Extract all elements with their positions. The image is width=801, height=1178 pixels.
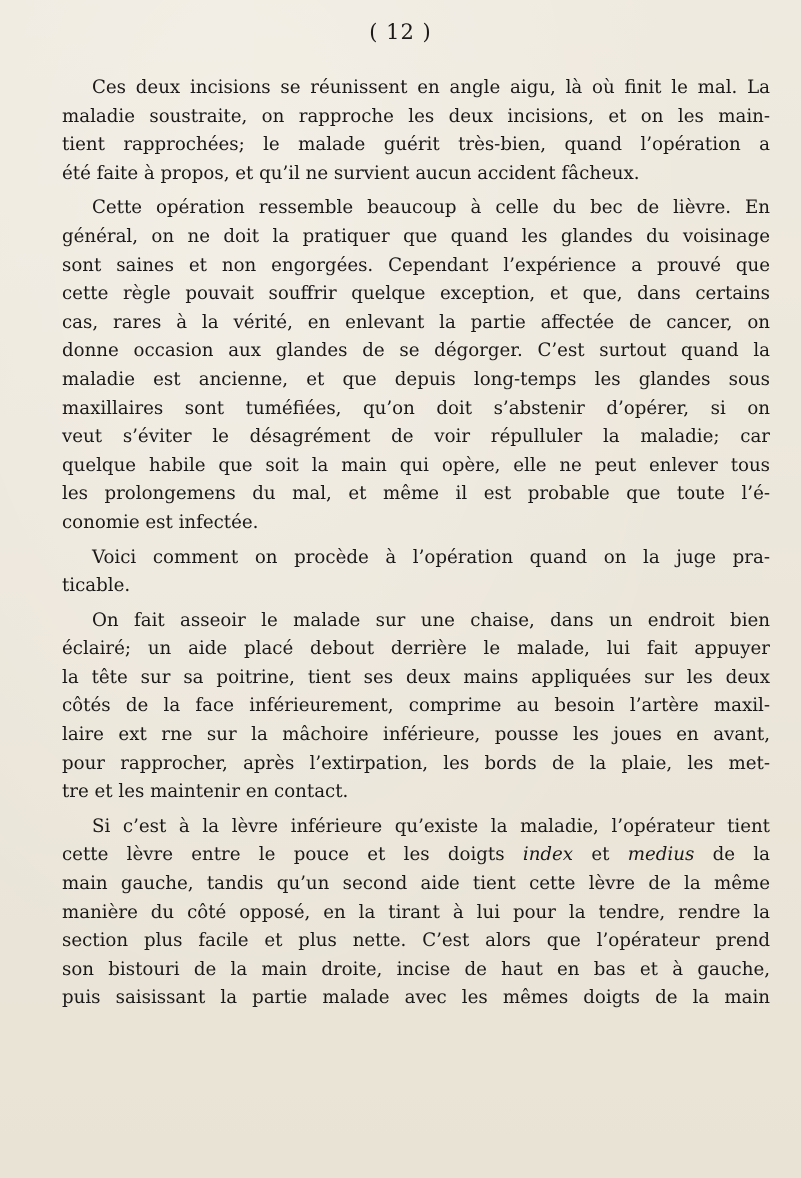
- body-text: [62, 74, 770, 1019]
- text-line: conomie est infectée.: [62, 511, 259, 533]
- text-line: cas, rares à la vérité, en enlevant la partie affectée de cancer, on: [62, 311, 770, 333]
- text-line: tient rapprochées; le malade guérit très-bien, quand l’opération a: [62, 134, 770, 156]
- text-line: donne occasion aux glandes de se dégorger. C’est surtout quand la: [62, 340, 770, 362]
- paragraph-2: [62, 194, 770, 537]
- text-line: été faite à propos, et qu’il ne survient aucun accident fâcheux.: [62, 162, 640, 184]
- text-line: On fait asseoir le malade sur une chaise, dans un endroit bien: [92, 609, 770, 631]
- text-line: éclairé; un aide placé debout derrière le malade, lui fait appuyer: [62, 638, 770, 660]
- text-line: général, on ne doit la pratiquer que quand les glandes du voisinage: [62, 225, 770, 247]
- text-line: maxillaires sont tuméfiées, qu’on doit s’abstenir d’opérer, si on: [62, 397, 770, 419]
- text-line: Voici comment on procède à l’opération quand on la juge pra-: [92, 546, 770, 568]
- text-line: puis saisissant la partie malade avec les mêmes doigts de la main: [62, 987, 770, 1009]
- text-line: cette lèvre entre le pouce et les doigts index et medius de la: [62, 844, 770, 866]
- paragraph-3: [62, 544, 770, 601]
- text-line: manière du côté opposé, en la tirant à lui pour la tendre, rendre la: [62, 901, 770, 923]
- page-number: ( 12 ): [369, 20, 432, 44]
- text-line: veut s’éviter le désagrément de voir répulluler la maladie; car: [62, 426, 770, 448]
- text-line: maladie est ancienne, et que depuis long-temps les glandes sous: [62, 368, 770, 390]
- italic-term: index: [522, 844, 574, 866]
- text-line: Cette opération ressemble beaucoup à celle du bec de lièvre. En: [92, 197, 770, 219]
- text-line: ticable.: [62, 575, 131, 597]
- text-line: la tête sur sa poitrine, tient ses deux mains appliquées sur les deux: [62, 666, 770, 688]
- italic-term: medius: [627, 844, 695, 866]
- text-line: quelque habile que soit la main qui opère, elle ne peut enlever tous: [62, 454, 770, 476]
- text-line: maladie soustraite, on rapproche les deux incisions, et on les main-: [62, 105, 770, 127]
- paragraph-5: [62, 813, 770, 1013]
- text-line: Ces deux incisions se réunissent en angle aigu, là où finit le mal. La: [92, 77, 770, 98]
- paragraph-1: [62, 74, 770, 188]
- text-line: cette règle pouvait souffrir quelque exception, et que, dans certains: [62, 283, 770, 305]
- text-line: main gauche, tandis qu’un second aide tient cette lèvre de la même: [62, 873, 770, 895]
- text-line: son bistouri de la main droite, incise de haut en bas et à gauche,: [62, 958, 770, 980]
- text-line: section plus facile et plus nette. C’est alors que l’opérateur prend: [62, 930, 770, 952]
- text-line: sont saines et non engorgées. Cependant l’expérience a prouvé que: [62, 254, 770, 276]
- text-line: côtés de la face inférieurement, comprime au besoin l’artère maxil-: [62, 695, 770, 717]
- text-line: laire ext rne sur la mâchoire inférieure, pousse les joues en avant,: [62, 724, 770, 746]
- text-line: pour rapprocher, après l’extirpation, les bords de la plaie, les met-: [62, 752, 770, 774]
- paragraph-4: [62, 607, 770, 807]
- text-line: tre et les maintenir en contact.: [62, 781, 349, 803]
- text-line: Si c’est à la lèvre inférieure qu’existe la maladie, l’opérateur tient: [92, 815, 770, 837]
- text-line: les prolongemens du mal, et même il est probable que toute l’é-: [62, 483, 770, 505]
